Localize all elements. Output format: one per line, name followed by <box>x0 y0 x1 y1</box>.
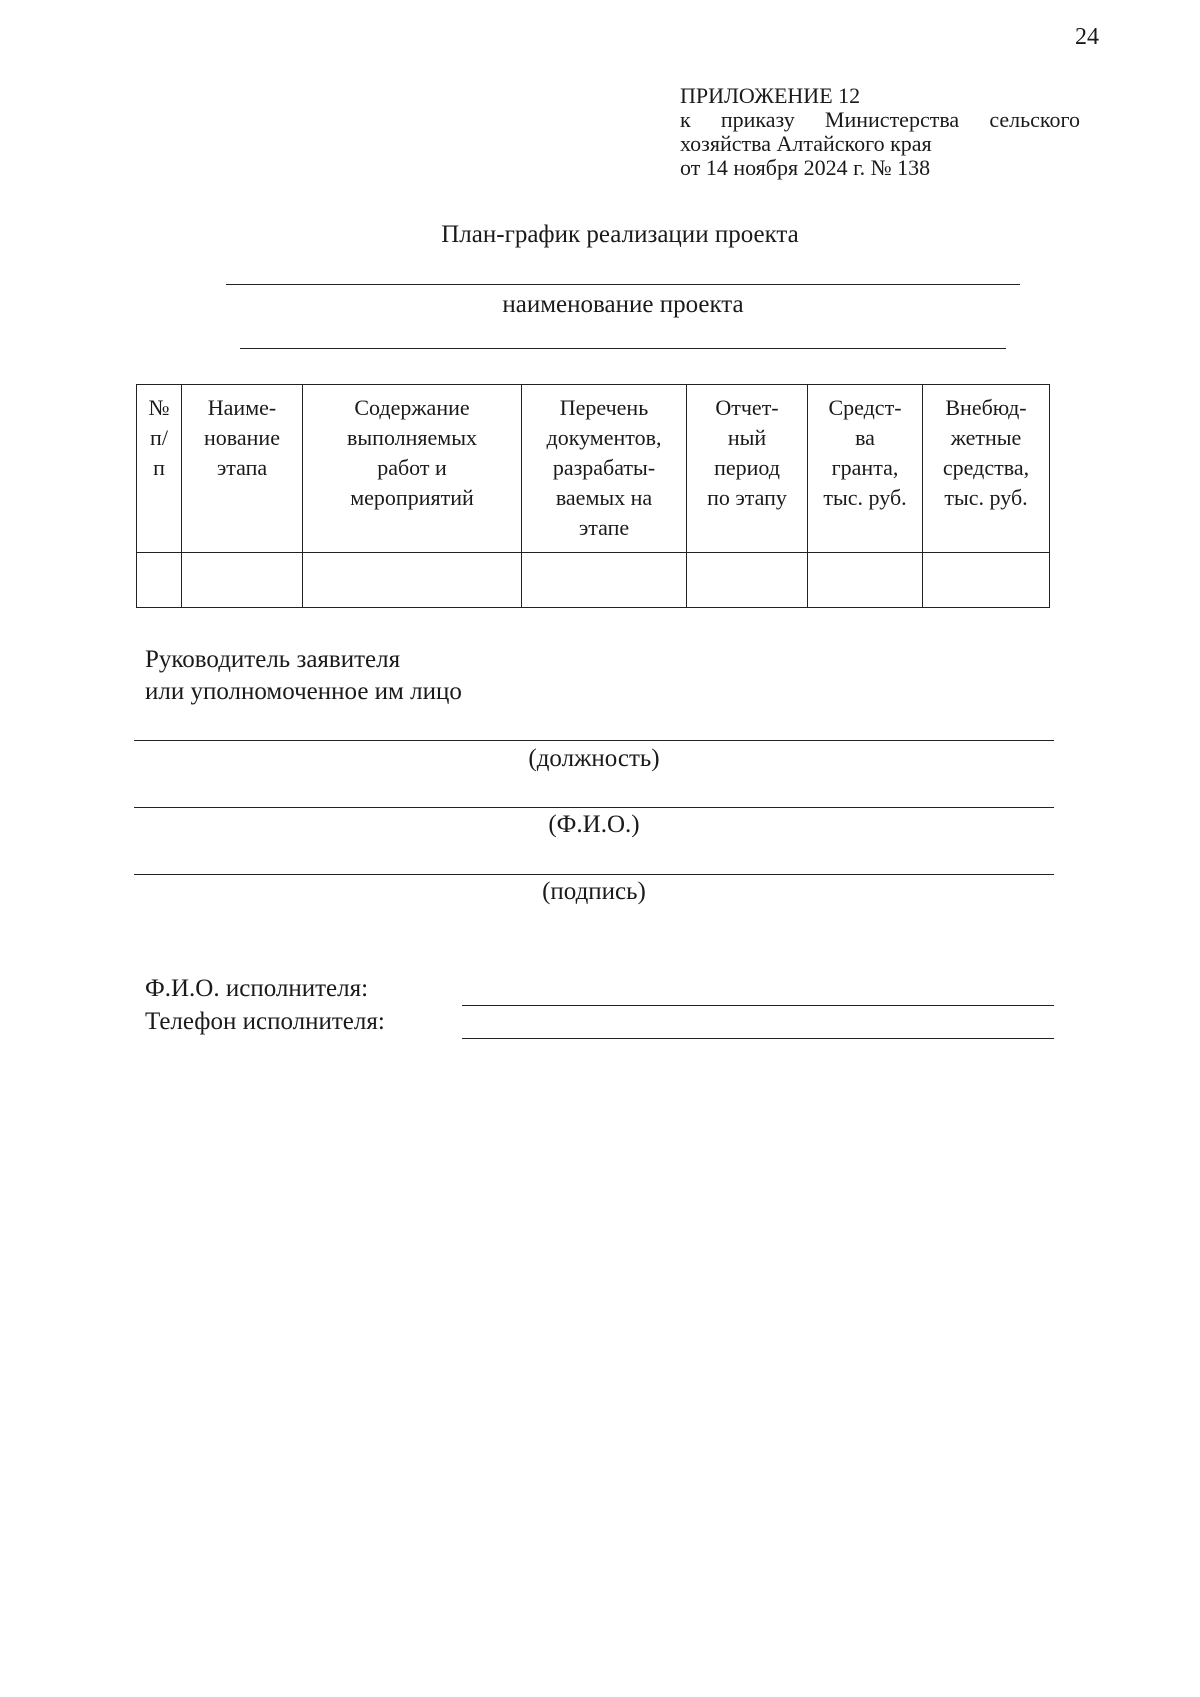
appendix-word: приказу <box>720 107 795 132</box>
table-cell <box>303 553 522 608</box>
column-header-extrabudgetary-funds: Внебюд- жетные средства, тыс. руб. <box>923 385 1050 553</box>
table-header-row <box>137 385 1050 553</box>
full-name-caption: (Ф.И.О.) <box>548 811 640 838</box>
project-name-underline <box>240 348 1006 349</box>
column-header-number: № п/ п <box>137 385 182 553</box>
table-cell <box>923 553 1050 608</box>
column-header-grant-funds: Средст- ва гранта, тыс. руб. <box>808 385 923 553</box>
table-row <box>137 553 1050 608</box>
appendix-word: сельского <box>989 107 1080 132</box>
project-name-caption: наименование проекта <box>502 291 744 318</box>
signature-line <box>134 874 1054 875</box>
position-line <box>134 740 1054 741</box>
executor-phone-label: Телефон исполнителя: <box>145 1008 385 1035</box>
column-header-reporting-period: Отчет- ный период по этапу <box>687 385 808 553</box>
plan-table <box>136 384 1050 608</box>
executor-name-field-line <box>462 1005 1054 1006</box>
table-cell <box>522 553 687 608</box>
appendix-order-line <box>680 108 1080 132</box>
executor-name-label: Ф.И.О. исполнителя: <box>145 975 369 1002</box>
table-cell <box>137 553 182 608</box>
appendix-heading: ПРИЛОЖЕНИЕ 12 <box>680 83 861 108</box>
column-header-documents: Перечень документов, разрабаты- ваемых на этапе <box>522 385 687 553</box>
appendix-word: к <box>680 107 691 132</box>
appendix-header <box>680 84 1080 180</box>
appendix-word: Министерства <box>824 107 960 132</box>
full-name-line <box>134 807 1054 808</box>
executor-phone-field-line <box>462 1038 1054 1039</box>
column-header-stage-name: Наиме- нование этапа <box>182 385 303 553</box>
signature-caption: (подпись) <box>542 878 646 905</box>
document-title: План-график реализации проекта <box>441 221 799 248</box>
signatory-label-line1: Руководитель заявителя <box>145 646 401 673</box>
table-cell <box>182 553 303 608</box>
position-caption: (должность) <box>528 745 660 772</box>
table-cell <box>808 553 923 608</box>
page-number: 24 <box>1075 24 1099 50</box>
appendix-ministry-line: хозяйства Алтайского края <box>680 131 932 156</box>
table-cell <box>687 553 808 608</box>
column-header-work-content: Содержание выполняемых работ и мероприятий <box>303 385 522 553</box>
project-name-line <box>226 284 1020 285</box>
appendix-date-line: от 14 ноября 2024 г. № 138 <box>680 155 931 180</box>
signatory-label-line2: или уполномоченное им лицо <box>145 678 462 705</box>
